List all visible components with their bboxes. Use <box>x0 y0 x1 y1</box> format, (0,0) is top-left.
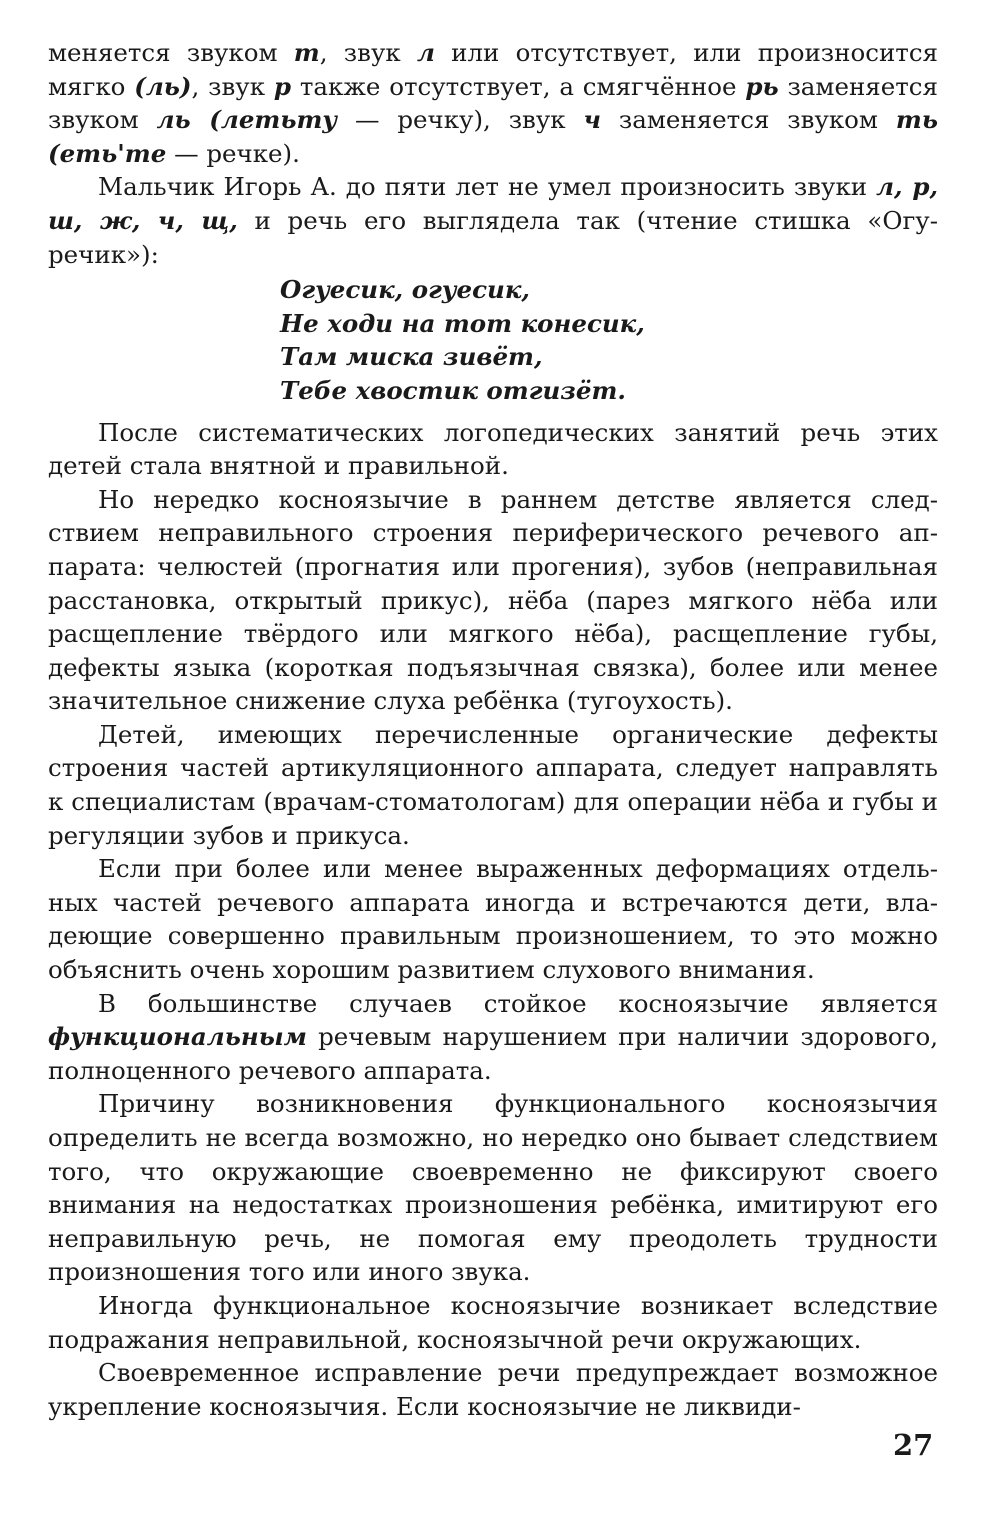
page-number: 27 <box>893 1428 934 1462</box>
italic-sounds: л, р, ш, ж, ч, щ, <box>48 172 938 235</box>
poem <box>280 273 938 407</box>
paragraph-8: Причину возникновения функционального косноязычия определить не всегда возможно, но нередко оно бывает следствием того, что окружающие своевременно не фиксируют своего внимания на недостатках произношения ребёнка, имитируют его неправильную речь, не помогая ему преодолеть трудности произношения того или иного звука. <box>48 1089 938 1287</box>
text: , звук <box>319 38 417 67</box>
italic-sound: ч <box>583 105 601 135</box>
poem-line: Огуесик, огуесик, <box>280 275 530 305</box>
text: заменяется звуком <box>48 71 938 135</box>
text: , звук <box>191 71 274 101</box>
text: меняется звуком <box>48 38 294 67</box>
paragraph-2 <box>48 170 938 271</box>
paragraph-1 <box>48 36 938 170</box>
paragraph-4: Но нередко косноязычие в раннем детстве является следствием неправильного строения периферического речевого аппарата: челюстей (прогнатия или прогения), зубов (неправильная расстановка, открытый прикус), нёба (парез мягкого нёба или расщепление твёрдого или мягкого нёба), расщепление губы, дефекты языка (короткая подъязычная связка), более или менее значительное снижение слуха ребёнка (тугоухость). <box>48 484 938 716</box>
text: заменяется звуком <box>600 105 896 135</box>
text: — речке). <box>166 138 300 168</box>
italic-sound: т <box>293 38 320 67</box>
italic-sound: (ль) <box>134 71 192 101</box>
paragraph-7 <box>48 987 938 1088</box>
text: и речь его выглядела так (чтение стишка «Огуречик»): <box>48 205 938 269</box>
poem-line: Там миска зивёт, <box>280 342 543 372</box>
text: В большинстве случаев стойкое косноязычие является <box>98 988 938 1018</box>
poem-line: Тебе хвостик отгизёт. <box>280 375 626 405</box>
text: речевым нарушением при наличии здорового, полноценного речевого аппарата. <box>48 1022 938 1085</box>
paragraph-10: Своевременное исправление речи предупреждает возможное укрепление косноязычия. Если косноязычие не ликвиди- <box>48 1358 938 1421</box>
text: или отсутствует, или произносится мягко <box>48 38 939 101</box>
paragraph-6: Если при более или менее выраженных деформациях отдельных частей речевого аппарата иногда и встречаются дети, владеющие совершенно правильным произношением, то это можно объяснить очень хорошим развитием слухового внимания. <box>48 854 938 985</box>
text: Мальчик Игорь А. до пяти лет не умел произносить звуки <box>98 172 877 202</box>
paragraph-5: Детей, имеющих перечисленные органические дефекты строения частей артикуляционного аппарата, следует направлять к специалистам (врачам-стоматологам) для операции нёба и губы и регуляции зубов и прикуса. <box>48 719 938 850</box>
paragraph-9: Иногда функциональное косноязычие возникает вследствие подражания неправильной, косноязычной речи окружающих. <box>48 1290 938 1354</box>
italic-example: ль (летьту <box>156 105 338 135</box>
text: также отсутствует, а смягчённое <box>291 71 746 101</box>
paragraph-3: После систематических логопедических занятий речь этих детей стала внятной и правильной. <box>48 417 938 481</box>
italic-example: ть (еть'те <box>48 105 938 168</box>
italic-sound: л <box>416 38 435 67</box>
page-body <box>48 36 938 1423</box>
text: — речку), звук <box>337 105 584 135</box>
poem-line: Не ходи на тот конесик, <box>280 308 645 338</box>
italic-term: функциональным <box>48 1022 307 1052</box>
italic-sound: рь <box>745 71 779 101</box>
italic-sound: р <box>273 71 292 101</box>
